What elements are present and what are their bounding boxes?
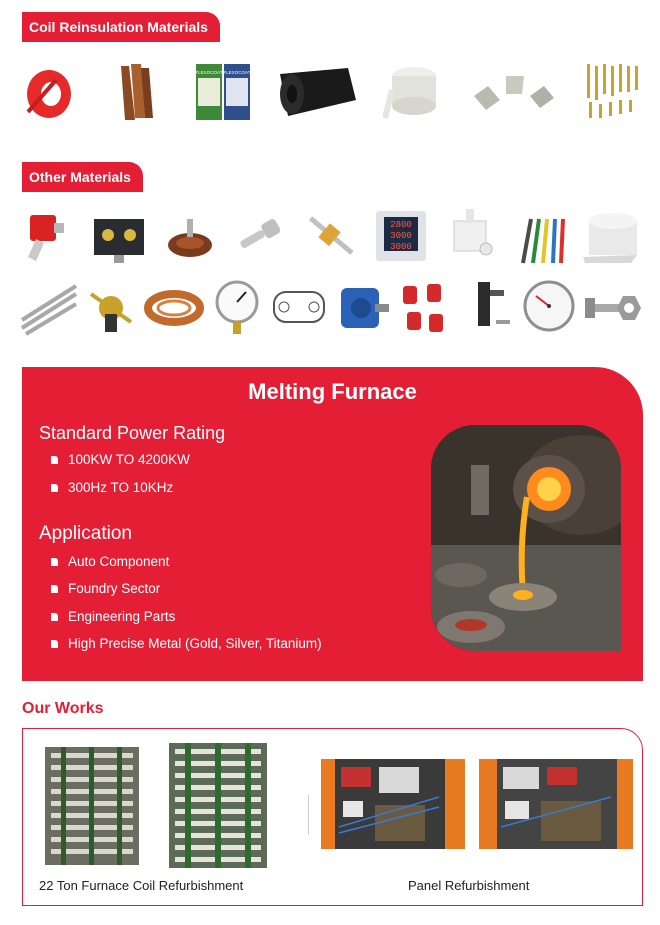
furnace-pouring-photo <box>431 425 621 651</box>
pressure-gauge-icon <box>206 276 268 338</box>
works-divider <box>308 795 309 835</box>
insulators-icon <box>393 276 455 338</box>
bullet-icon <box>51 484 58 492</box>
power-item-1 <box>51 452 190 467</box>
melting-furnace-panel <box>22 367 643 681</box>
plate-gasket-icon <box>268 276 330 338</box>
furnace-coil-photos <box>39 743 273 868</box>
cable-lugs-icon <box>229 205 291 267</box>
valve-block-icon <box>440 205 502 267</box>
our-works-title: Our Works <box>22 700 104 717</box>
meter-reading-2: 3000 <box>390 231 412 241</box>
mica-plates-icon <box>470 60 556 122</box>
application-item-3-text: Engineering Parts <box>68 609 176 624</box>
steel-rods-icon <box>18 276 80 338</box>
glass-tape-roll-icon <box>383 60 445 122</box>
insulation-roll-icon <box>581 205 643 267</box>
furnace-title: Melting Furnace <box>248 379 417 404</box>
wood-strips-icon <box>105 60 167 122</box>
flow-switch-icon <box>18 205 80 267</box>
other-materials-row-1 <box>18 205 643 267</box>
application-item-4-text: High Precise Metal (Gold, Silver, Titanium) <box>68 636 322 651</box>
flexocoat-cans-icon <box>192 60 254 122</box>
application-item-2-text: Foundry Sector <box>68 581 161 596</box>
coil-refurbishment-caption: 22 Ton Furnace Coil Refurbishment <box>39 878 244 893</box>
other-materials-tag: Other Materials <box>22 162 143 192</box>
flexocoat-label-right: FLEXOCOAT <box>223 70 251 75</box>
power-item-2-text: 300Hz TO 10KHz <box>68 480 174 495</box>
power-rating-heading: Standard Power Rating <box>39 423 226 443</box>
rubber-sheet-roll-icon <box>278 60 358 122</box>
colored-wires-icon <box>511 205 573 267</box>
flexocoat-label-left: FLEXOCOAT <box>195 70 223 75</box>
bolt-nut-icon <box>581 276 643 338</box>
dial-thermometer-icon <box>518 276 580 338</box>
cartridge-heater-icon <box>300 205 362 267</box>
power-item-2 <box>51 480 173 495</box>
other-materials-row-2 <box>18 276 643 338</box>
power-item-1-text: 100KW TO 4200KW <box>68 452 190 467</box>
our-works-box <box>22 728 643 906</box>
digital-meter-icon <box>370 205 432 267</box>
panel-refurbishment-caption: Panel Refurbishment <box>408 878 530 893</box>
application-item-1-text: Auto Component <box>68 554 170 569</box>
bullet-icon <box>51 456 58 464</box>
application-item-2 <box>51 581 160 596</box>
copper-coil-icon <box>143 276 205 338</box>
application-item-1 <box>51 554 169 569</box>
door-latch-icon <box>456 276 518 338</box>
meter-reading-3: 3000 <box>390 242 412 252</box>
coil-materials-tag: Coil Reinsulation Materials <box>22 12 220 42</box>
bullet-icon <box>51 640 58 648</box>
gearbox-icon <box>331 276 393 338</box>
bullet-icon <box>51 558 58 566</box>
red-tape-icon <box>18 60 80 122</box>
meter-reading-1: 2800 <box>390 220 412 230</box>
bullet-icon <box>51 585 58 593</box>
thermostat-icon <box>81 276 143 338</box>
application-item-4 <box>51 636 322 651</box>
application-heading: Application <box>39 523 132 544</box>
coil-materials-row <box>18 60 643 122</box>
pressure-switch-icon <box>88 205 150 267</box>
bullet-icon <box>51 613 58 621</box>
application-item-3 <box>51 609 175 624</box>
brass-screws-icon <box>581 60 643 122</box>
panel-refurbishment-photos <box>319 757 635 851</box>
rheostat-icon <box>159 205 221 267</box>
